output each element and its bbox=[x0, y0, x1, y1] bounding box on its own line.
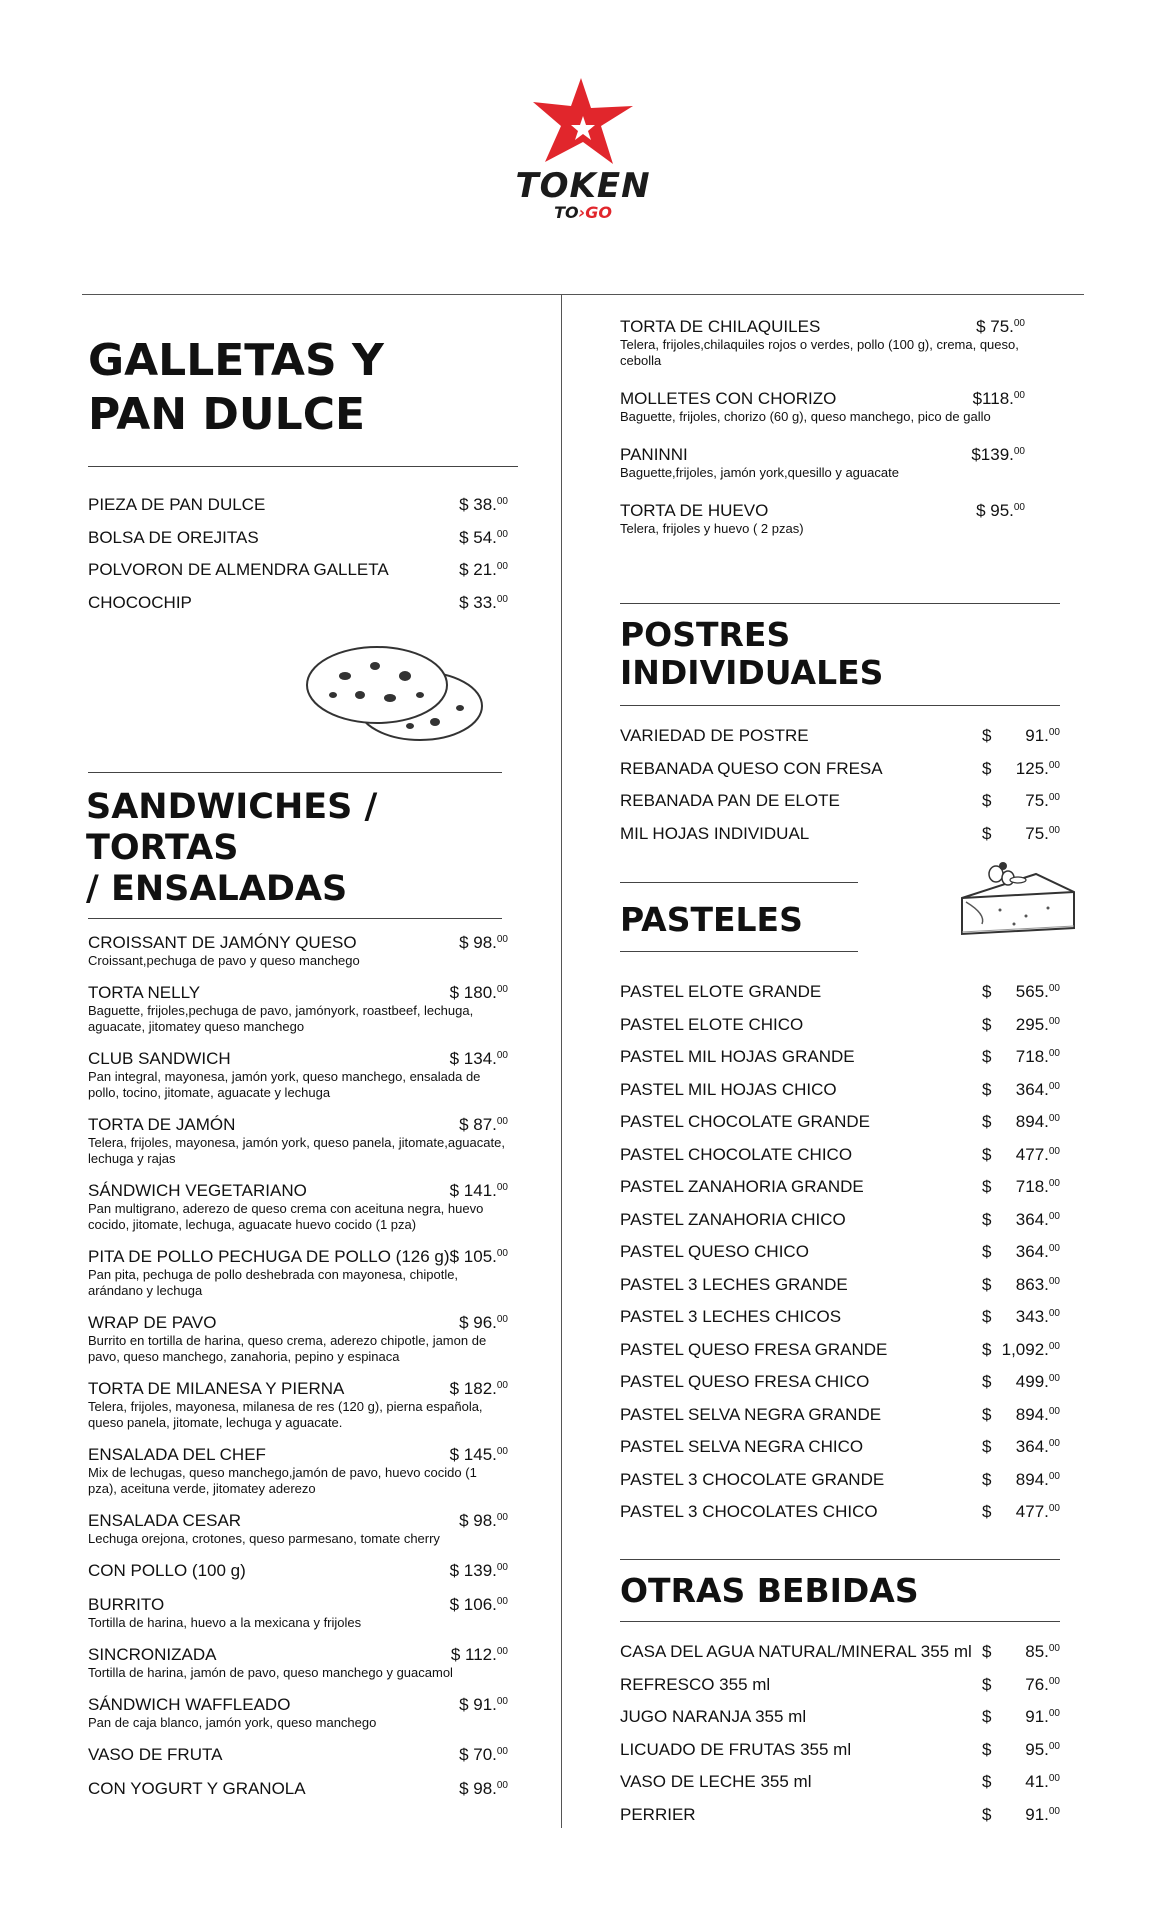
item-price: $ 96.00 bbox=[459, 1313, 508, 1332]
item-name: PASTEL ELOTE CHICO bbox=[620, 1014, 804, 1034]
menu-item bbox=[620, 1502, 1060, 1535]
menu-item bbox=[620, 389, 1025, 425]
item-name: PIEZA DE PAN DULCE bbox=[88, 495, 266, 514]
item-description: Croissant,pechuga de pavo y queso manchego bbox=[88, 953, 360, 968]
item-name: SINCRONIZADA bbox=[88, 1645, 217, 1664]
brand-logo bbox=[0, 76, 1166, 222]
menu-item bbox=[620, 1145, 1060, 1178]
menu-item bbox=[620, 1405, 1060, 1438]
menu-item bbox=[88, 1645, 508, 1681]
item-description: Telera, frijoles, mayonesa, milanesa de res (120 g), pierna española, queso panela, jitomate, lechuga y aguacate. bbox=[88, 1399, 483, 1430]
menu-item bbox=[620, 1047, 1060, 1080]
menu-item bbox=[620, 759, 1060, 792]
item-name: PASTEL ELOTE GRANDE bbox=[620, 982, 822, 1001]
item-name: ENSALADA CESAR bbox=[88, 1511, 242, 1530]
section-divider bbox=[88, 772, 502, 773]
item-name: PASTEL QUESO FRESA GRANDE bbox=[620, 1339, 888, 1359]
item-name: POLVORON DE ALMENDRA GALLETA bbox=[88, 560, 389, 579]
item-name: VASO DE LECHE 355 ml bbox=[620, 1772, 812, 1791]
menu-item bbox=[620, 1675, 1060, 1708]
item-description: Telera, frijoles,chilaquiles rojos o verdes, pollo (100 g), crema, queso, cebolla bbox=[620, 337, 1019, 368]
item-name: TORTA DE JAMÓN bbox=[88, 1115, 236, 1134]
menu-item bbox=[620, 1372, 1060, 1405]
item-name: SÁNDWICH VEGETARIANO bbox=[88, 1181, 307, 1200]
item-price: $ 343.00 bbox=[982, 1307, 1060, 1326]
menu-item bbox=[88, 1181, 508, 1233]
item-price: $ 33.00 bbox=[459, 592, 508, 612]
item-price: $ 91.00 bbox=[982, 1804, 1060, 1824]
item-name: PITA DE POLLO PECHUGA DE POLLO (126 g) bbox=[88, 1247, 450, 1266]
item-description: Pan multigrano, aderezo de queso crema con aceituna negra, huevo cocido, jitomate, lechuga, aguacate huevo cocido (1 pza) bbox=[88, 1201, 484, 1232]
menu-item bbox=[620, 982, 1060, 1015]
menu-item bbox=[88, 1561, 508, 1581]
item-name: TORTA DE HUEVO bbox=[620, 501, 769, 520]
item-price: $ 182.00 bbox=[449, 1379, 508, 1398]
menu-item bbox=[88, 1445, 508, 1497]
item-price: $ 70.00 bbox=[459, 1745, 508, 1764]
item-name: PANINNI bbox=[620, 445, 688, 464]
menu-item bbox=[620, 1772, 1060, 1805]
menu-item bbox=[620, 1707, 1060, 1740]
section-title: POSTRES INDIVIDUALES bbox=[620, 615, 884, 692]
item-name: PASTEL 3 CHOCOLATES CHICO bbox=[620, 1502, 878, 1521]
section-divider bbox=[88, 466, 518, 467]
item-name: PASTEL QUESO FRESA CHICO bbox=[620, 1372, 870, 1391]
menu-item bbox=[88, 495, 508, 515]
section-pasteles bbox=[620, 882, 1060, 1535]
menu-item bbox=[620, 445, 1025, 481]
item-price: $ 145.00 bbox=[449, 1445, 508, 1464]
item-name: MOLLETES CON CHORIZO bbox=[620, 389, 837, 408]
item-name: PASTEL MIL HOJAS GRANDE bbox=[620, 1047, 855, 1066]
item-description: Pan de caja blanco, jamón york, queso manchego bbox=[88, 1715, 377, 1730]
item-price: $ 139.00 bbox=[449, 1561, 508, 1580]
item-price: $ 499.00 bbox=[982, 1372, 1060, 1391]
item-price: $ 76.00 bbox=[982, 1674, 1060, 1694]
item-name: CON YOGURT Y GRANOLA bbox=[88, 1779, 306, 1798]
item-name: CROISSANT DE JAMÓNY QUESO bbox=[88, 933, 357, 952]
item-price: $ 295.00 bbox=[982, 1014, 1060, 1034]
item-description: Lechuga orejona, crotones, queso parmesano, tomate cherry bbox=[88, 1531, 440, 1546]
bebidas-list bbox=[620, 1642, 1060, 1837]
menu-item bbox=[88, 528, 508, 548]
menu-item bbox=[620, 1112, 1060, 1145]
item-name: PASTEL QUESO CHICO bbox=[620, 1242, 809, 1261]
item-name: PASTEL 3 LECHES CHICOS bbox=[620, 1307, 842, 1326]
section-title: PASTELES bbox=[620, 900, 803, 939]
item-name: PASTEL ZANAHORIA GRANDE bbox=[620, 1177, 864, 1196]
item-name: CON POLLO (100 g) bbox=[88, 1561, 246, 1580]
item-price: $ 98.00 bbox=[459, 1779, 508, 1798]
column-divider bbox=[561, 294, 562, 1828]
item-price: $ 21.00 bbox=[459, 560, 508, 579]
item-name: TORTA DE MILANESA Y PIERNA bbox=[88, 1379, 345, 1398]
section-title: OTRAS BEBIDAS bbox=[620, 1571, 919, 1610]
menu-item bbox=[88, 1049, 508, 1101]
item-name: TORTA NELLY bbox=[88, 983, 201, 1002]
brand-subtitle: TO›GO bbox=[554, 203, 612, 222]
item-name: REBANADA PAN DE ELOTE bbox=[620, 791, 840, 810]
item-price: $ 38.00 bbox=[459, 495, 508, 514]
section-divider bbox=[620, 1621, 1060, 1622]
menu-item bbox=[88, 1247, 508, 1299]
section-divider bbox=[620, 951, 858, 952]
item-name: CHOCOCHIP bbox=[88, 592, 192, 612]
menu-item bbox=[620, 1177, 1060, 1210]
item-price: $ 95.00 bbox=[976, 501, 1025, 520]
menu-item bbox=[88, 983, 508, 1035]
item-price: $ 364.00 bbox=[982, 1242, 1060, 1261]
section-tortas bbox=[620, 317, 1025, 557]
postres-list bbox=[620, 726, 1060, 856]
item-price: $ 41.00 bbox=[982, 1772, 1060, 1791]
item-price: $ 894.00 bbox=[982, 1469, 1060, 1489]
item-price: $118.00 bbox=[972, 389, 1025, 408]
section-divider bbox=[620, 882, 858, 883]
item-description: Pan pita, pechuga de pollo deshebrada con mayonesa, chipotle, arándano y lechuga bbox=[88, 1267, 459, 1298]
item-name: PASTEL CHOCOLATE CHICO bbox=[620, 1144, 853, 1164]
item-description: Telera, frijoles, mayonesa, jamón york, queso panela, jitomate,aguacate, lechuga y rajas bbox=[88, 1135, 505, 1166]
item-price: $ 477.00 bbox=[982, 1502, 1060, 1521]
item-price: $ 894.00 bbox=[982, 1112, 1060, 1131]
item-description: Tortilla de harina, huevo a la mexicana y frijoles bbox=[88, 1615, 362, 1630]
sandwiches-list bbox=[88, 933, 508, 1799]
section-divider bbox=[620, 603, 1060, 604]
item-price: $ 54.00 bbox=[459, 527, 508, 547]
menu-item bbox=[88, 1595, 508, 1631]
menu-item bbox=[620, 1242, 1060, 1275]
section-divider bbox=[88, 918, 502, 919]
section-divider bbox=[620, 705, 1060, 706]
section-sandwiches bbox=[88, 772, 508, 1813]
item-description: Pan integral, mayonesa, jamón york, queso manchego, ensalada de pollo, tocino, jitomate, aguacate y lechuga bbox=[88, 1069, 481, 1100]
item-price: $ 863.00 bbox=[982, 1274, 1060, 1294]
item-description: Tortilla de harina, jamón de pavo, queso manchego y guacamol bbox=[88, 1665, 453, 1680]
item-name: VASO DE FRUTA bbox=[88, 1745, 223, 1764]
item-price: $ 75.00 bbox=[982, 791, 1060, 810]
item-name: MIL HOJAS INDIVIDUAL bbox=[620, 823, 810, 843]
item-price: $ 98.00 bbox=[459, 933, 508, 952]
item-price: $ 180.00 bbox=[449, 983, 508, 1002]
item-price: $ 105.00 bbox=[449, 1247, 508, 1266]
menu-item bbox=[620, 1470, 1060, 1503]
item-price: $139.00 bbox=[971, 445, 1025, 464]
item-price: $ 364.00 bbox=[982, 1437, 1060, 1456]
item-name: BURRITO bbox=[88, 1595, 165, 1614]
menu-item bbox=[88, 560, 508, 580]
item-name: BOLSA DE OREJITAS bbox=[88, 527, 259, 547]
item-name: CLUB SANDWICH bbox=[88, 1049, 231, 1068]
menu-item bbox=[620, 1340, 1060, 1373]
item-name: PASTEL 3 CHOCOLATE GRANDE bbox=[620, 1469, 885, 1489]
pasteles-list bbox=[620, 982, 1060, 1535]
menu-item bbox=[620, 1437, 1060, 1470]
item-price: $ 565.00 bbox=[982, 982, 1060, 1001]
item-price: $ 75.00 bbox=[976, 317, 1025, 336]
menu-item bbox=[620, 1805, 1060, 1838]
item-price: $ 87.00 bbox=[459, 1115, 508, 1134]
item-description: Baguette, frijoles,pechuga de pavo, jamónyork, roastbeef, lechuga, aguacate, jitomatey queso manchego bbox=[88, 1003, 474, 1034]
item-price: $ 364.00 bbox=[982, 1079, 1060, 1099]
item-name: SÁNDWICH WAFFLEADO bbox=[88, 1695, 291, 1714]
cookies-illustration-icon bbox=[305, 640, 485, 745]
menu-item bbox=[620, 791, 1060, 824]
menu-item bbox=[620, 726, 1060, 759]
menu-item bbox=[620, 1740, 1060, 1773]
item-name: PASTEL ZANAHORIA CHICO bbox=[620, 1209, 846, 1229]
galletas-list bbox=[88, 495, 508, 613]
item-name: PASTEL MIL HOJAS CHICO bbox=[620, 1079, 837, 1099]
item-name: PASTEL 3 LECHES GRANDE bbox=[620, 1274, 848, 1294]
item-price: $ 364.00 bbox=[982, 1209, 1060, 1229]
menu-item bbox=[88, 1745, 508, 1765]
item-description: Baguette, frijoles, chorizo (60 g), queso manchego, pico de gallo bbox=[620, 409, 991, 424]
item-price: $ 95.00 bbox=[982, 1739, 1060, 1759]
item-name: PASTEL CHOCOLATE GRANDE bbox=[620, 1112, 871, 1131]
item-name: TORTA DE CHILAQUILES bbox=[620, 317, 821, 336]
item-price: $ 1,092.00 bbox=[982, 1339, 1060, 1359]
menu-item bbox=[620, 1080, 1060, 1113]
section-postres bbox=[620, 603, 1060, 856]
item-name: WRAP DE PAVO bbox=[88, 1313, 217, 1332]
item-name: JUGO NARANJA 355 ml bbox=[620, 1707, 807, 1726]
item-price: $ 91.00 bbox=[982, 1707, 1060, 1726]
item-price: $ 98.00 bbox=[459, 1511, 508, 1530]
item-price: $ 125.00 bbox=[982, 758, 1060, 778]
menu-item bbox=[620, 1642, 1060, 1675]
menu-item bbox=[88, 593, 508, 613]
tortas-list bbox=[620, 317, 1025, 537]
section-bebidas bbox=[620, 1559, 1060, 1837]
menu-item bbox=[88, 1379, 508, 1431]
item-name: ENSALADA DEL CHEF bbox=[88, 1445, 266, 1464]
item-name: PERRIER bbox=[620, 1804, 696, 1824]
section-divider bbox=[620, 1559, 1060, 1560]
item-price: $ 112.00 bbox=[450, 1645, 508, 1664]
item-price: $ 894.00 bbox=[982, 1404, 1060, 1424]
item-description: Telera, frijoles y huevo ( 2 pzas) bbox=[620, 521, 804, 536]
item-price: $ 134.00 bbox=[449, 1049, 508, 1068]
star-logo-icon bbox=[531, 76, 635, 166]
section-title: GALLETAS Y PAN DULCE bbox=[88, 335, 384, 440]
item-price: $ 75.00 bbox=[982, 823, 1060, 843]
section-title: SANDWICHES / TORTAS / ENSALADAS bbox=[86, 787, 378, 909]
item-name: LICUADO DE FRUTAS 355 ml bbox=[620, 1739, 852, 1759]
item-price: $ 91.00 bbox=[982, 726, 1060, 745]
item-price: $ 718.00 bbox=[982, 1177, 1060, 1196]
item-name: PASTEL SELVA NEGRA GRANDE bbox=[620, 1404, 882, 1424]
menu-item bbox=[88, 1115, 508, 1167]
menu-item bbox=[620, 1015, 1060, 1048]
menu-item bbox=[620, 501, 1025, 537]
item-price: $ 85.00 bbox=[982, 1642, 1060, 1661]
brand-name: TOKEN bbox=[515, 166, 651, 206]
item-description: Baguette,frijoles, jamón york,quesillo y aguacate bbox=[620, 465, 899, 480]
menu-item bbox=[620, 1307, 1060, 1340]
item-name: VARIEDAD DE POSTRE bbox=[620, 726, 809, 745]
menu-item bbox=[620, 1275, 1060, 1308]
menu-item bbox=[88, 1695, 508, 1731]
menu-item bbox=[88, 1779, 508, 1799]
item-description: Burrito en tortilla de harina, queso crema, aderezo chipotle, jamon de pavo, queso manchego, zanahoria, pepino y espinaca bbox=[88, 1333, 487, 1364]
item-description: Mix de lechugas, queso manchego,jamón de pavo, huevo cocido (1 pza), aceituna verde, jitomatey aderezo bbox=[88, 1465, 477, 1496]
item-price: $ 91.00 bbox=[459, 1695, 508, 1714]
item-price: $ 106.00 bbox=[449, 1595, 508, 1614]
item-name: CASA DEL AGUA NATURAL/MINERAL 355 ml bbox=[620, 1642, 972, 1661]
item-name: REFRESCO 355 ml bbox=[620, 1674, 771, 1694]
item-name: PASTEL SELVA NEGRA CHICO bbox=[620, 1437, 864, 1456]
menu-item bbox=[88, 933, 508, 969]
item-price: $ 477.00 bbox=[982, 1144, 1060, 1164]
menu-item bbox=[620, 317, 1025, 369]
menu-item bbox=[88, 1313, 508, 1365]
item-price: $ 141.00 bbox=[449, 1181, 508, 1200]
item-price: $ 718.00 bbox=[982, 1047, 1060, 1066]
menu-item bbox=[620, 1210, 1060, 1243]
item-name: REBANADA QUESO CON FRESA bbox=[620, 758, 883, 778]
menu-item bbox=[88, 1511, 508, 1547]
section-galletas bbox=[88, 334, 508, 625]
header-divider bbox=[82, 294, 1084, 295]
